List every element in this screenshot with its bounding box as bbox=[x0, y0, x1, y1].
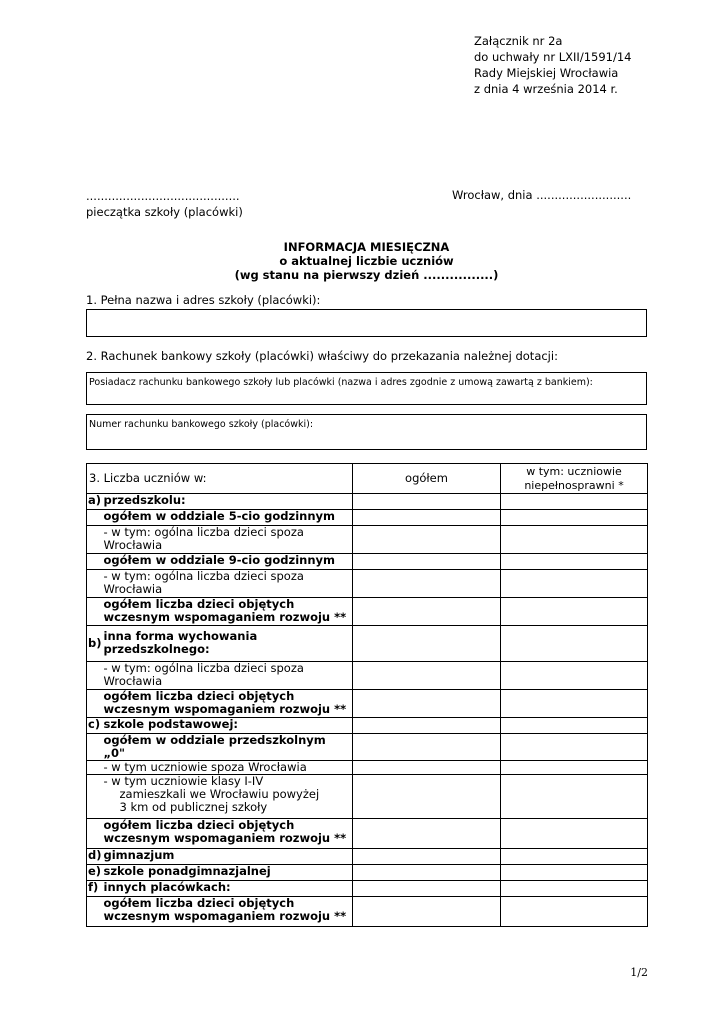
account-number-label: Numer rachunku bankowego szkoły (placówki): bbox=[89, 419, 314, 430]
account-owner-label: Posiadacz rachunku bankowego szkoły lub placówki (nazwa i adres zgodnie z umową zawartą z bankiem): bbox=[89, 377, 593, 388]
row-label: innych placówkach: bbox=[102, 881, 353, 897]
cell-total[interactable] bbox=[353, 897, 501, 927]
row-label-multiline bbox=[102, 775, 353, 819]
table-row bbox=[87, 554, 648, 570]
cell-disabled[interactable] bbox=[501, 494, 648, 510]
cell-disabled[interactable] bbox=[501, 510, 648, 526]
row-letter: d) bbox=[87, 849, 102, 865]
row-label: szkole podstawowej: bbox=[102, 718, 353, 734]
table-row bbox=[87, 626, 648, 662]
school-stamp-area bbox=[86, 188, 243, 220]
cell-total[interactable] bbox=[353, 626, 501, 662]
row-label: - w tym: ogólna liczba dzieci spoza Wrocławia bbox=[102, 570, 353, 598]
cell-total[interactable] bbox=[353, 690, 501, 718]
title-line-1: INFORMACJA MIESIĘCZNA bbox=[283, 240, 450, 254]
account-owner-field[interactable] bbox=[86, 372, 647, 405]
cell-total[interactable] bbox=[353, 662, 501, 690]
cell-total[interactable] bbox=[353, 598, 501, 626]
cell-disabled[interactable] bbox=[501, 554, 648, 570]
cell-disabled[interactable] bbox=[501, 761, 648, 775]
cell-disabled[interactable] bbox=[501, 849, 648, 865]
row-label: ogółem w oddziale 9-cio godzinnym bbox=[102, 554, 353, 570]
cell-disabled[interactable] bbox=[501, 662, 648, 690]
table-row bbox=[87, 865, 648, 881]
cell-disabled[interactable] bbox=[501, 775, 648, 819]
row-letter: e) bbox=[87, 865, 102, 881]
cell-total[interactable] bbox=[353, 849, 501, 865]
cell-total[interactable] bbox=[353, 734, 501, 761]
row-label: - w tym: ogólna liczba dzieci spoza Wrocławia bbox=[102, 662, 353, 690]
cell-total[interactable] bbox=[353, 865, 501, 881]
row-letter: f) bbox=[87, 881, 102, 897]
cell-disabled[interactable] bbox=[501, 598, 648, 626]
table-row bbox=[87, 819, 648, 849]
question-1: 1. Pełna nazwa i adres szkoły (placówki): bbox=[86, 293, 321, 307]
row-label: szkole ponadgimnazjalnej bbox=[102, 865, 353, 881]
cell-disabled[interactable] bbox=[501, 690, 648, 718]
stamp-label: pieczątka szkoły (placówki) bbox=[86, 205, 243, 219]
school-name-field[interactable] bbox=[86, 309, 647, 337]
cell-disabled[interactable] bbox=[501, 718, 648, 734]
table-row bbox=[87, 881, 648, 897]
cell-disabled[interactable] bbox=[501, 734, 648, 761]
cell-disabled[interactable] bbox=[501, 626, 648, 662]
cell-total[interactable] bbox=[353, 526, 501, 554]
cell-total[interactable] bbox=[353, 819, 501, 849]
table-row bbox=[87, 897, 648, 927]
account-number-field[interactable] bbox=[86, 414, 647, 450]
table-row bbox=[87, 494, 648, 510]
row-label: - w tym: ogólna liczba dzieci spoza Wrocławia bbox=[102, 526, 353, 554]
table-row bbox=[87, 849, 648, 865]
table-row bbox=[87, 734, 648, 761]
table-row bbox=[87, 662, 648, 690]
cell-total[interactable] bbox=[353, 881, 501, 897]
cell-total[interactable] bbox=[353, 510, 501, 526]
question-2: 2. Rachunek bankowy szkoły (placówki) właściwy do przekazania należnej dotacji: bbox=[86, 349, 558, 363]
row-label: ogółem liczba dzieci objętych wczesnym wspomaganiem rozwoju ** bbox=[102, 819, 353, 849]
students-table bbox=[86, 463, 648, 927]
row-letter: c) bbox=[87, 718, 102, 734]
row-label: inna forma wychowania przedszkolnego: bbox=[102, 626, 353, 662]
row-label: ogółem liczba dzieci objętych wczesnym wspomaganiem rozwoju ** bbox=[102, 897, 353, 927]
cell-total[interactable] bbox=[353, 554, 501, 570]
attachment-note bbox=[474, 33, 631, 97]
cell-total[interactable] bbox=[353, 570, 501, 598]
header-disabled: w tym: uczniowie niepełnosprawni * bbox=[501, 464, 648, 494]
table-row bbox=[87, 510, 648, 526]
attachment-line-2: do uchwały nr LXII/1591/14 bbox=[474, 50, 632, 64]
row-letter: b) bbox=[87, 626, 102, 662]
title-line-2: o aktualnej liczbie uczniów bbox=[279, 254, 454, 268]
attachment-line-1: Załącznik nr 2a bbox=[474, 34, 563, 48]
cell-disabled[interactable] bbox=[501, 526, 648, 554]
row-label: przedszkolu: bbox=[102, 494, 353, 510]
row-label-line-3: 3 km od publicznej szkoły bbox=[119, 800, 268, 814]
header-students: 3. Liczba uczniów w: bbox=[87, 464, 353, 494]
table-header-row bbox=[87, 464, 648, 494]
cell-total[interactable] bbox=[353, 761, 501, 775]
document-title bbox=[86, 240, 647, 282]
stamp-dots: .......................................... bbox=[86, 189, 240, 203]
row-label-line-1: - w tym uczniowie klasy I-IV bbox=[103, 774, 264, 788]
cell-disabled[interactable] bbox=[501, 819, 648, 849]
row-label: ogółem w oddziale 5-cio godzinnym bbox=[102, 510, 353, 526]
row-label: ogółem liczba dzieci objętych wczesnym wspomaganiem rozwoju ** bbox=[102, 598, 353, 626]
cell-disabled[interactable] bbox=[501, 570, 648, 598]
cell-disabled[interactable] bbox=[501, 897, 648, 927]
table-row bbox=[87, 775, 648, 819]
row-letter: a) bbox=[87, 494, 102, 510]
table-row bbox=[87, 526, 648, 554]
row-label: ogółem w oddziale przedszkolnym „0" bbox=[102, 734, 353, 761]
title-line-3: (wg stanu na pierwszy dzień ................) bbox=[234, 268, 499, 282]
page-number: 1/2 bbox=[630, 966, 648, 979]
cell-total[interactable] bbox=[353, 775, 501, 819]
table-row bbox=[87, 598, 648, 626]
cell-disabled[interactable] bbox=[501, 865, 648, 881]
row-label-line-2: zamieszkali we Wrocławiu powyżej bbox=[119, 787, 320, 801]
header-total: ogółem bbox=[353, 464, 501, 494]
cell-total[interactable] bbox=[353, 494, 501, 510]
cell-total[interactable] bbox=[353, 718, 501, 734]
attachment-line-4: z dnia 4 września 2014 r. bbox=[474, 82, 618, 96]
table-row bbox=[87, 718, 648, 734]
row-label: - w tym uczniowie spoza Wrocławia bbox=[102, 761, 353, 775]
cell-disabled[interactable] bbox=[501, 881, 648, 897]
city-date: Wrocław, dnia .......................... bbox=[452, 188, 632, 202]
row-label: ogółem liczba dzieci objętych wczesnym wspomaganiem rozwoju ** bbox=[102, 690, 353, 718]
table-row bbox=[87, 570, 648, 598]
table-row bbox=[87, 690, 648, 718]
attachment-line-3: Rady Miejskiej Wrocławia bbox=[474, 66, 619, 80]
table-row bbox=[87, 761, 648, 775]
row-label: gimnazjum bbox=[102, 849, 353, 865]
